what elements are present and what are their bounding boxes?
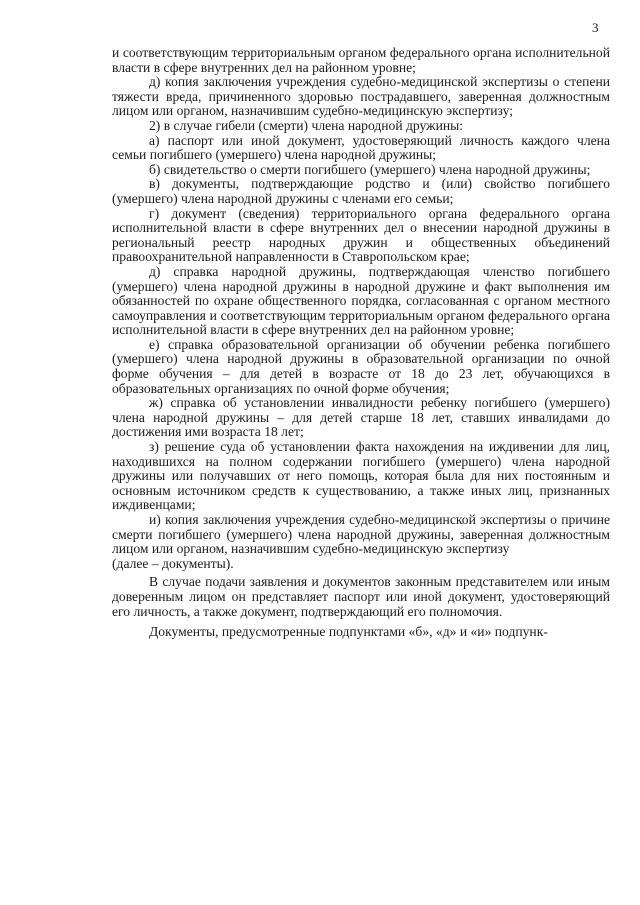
paragraph: а) паспорт или иной документ, удостоверяющий личность каждого члена семьи погибшего (умершего) члена народной дружины; — [112, 132, 610, 163]
document-body — [112, 46, 610, 640]
paragraph: д) копия заключения учреждения судебно-медицинской экспертизы о степени тяжести вреда, причиненного здоровью пострадавшего, заверенная должностным лицом или органом, назначившим судебно-медицинскую экспертизу; — [112, 74, 610, 119]
page-number: 3 — [592, 20, 599, 35]
paragraph: Документы, предусмотренные подпунктами «б», «д» и «и» подпунк- — [149, 624, 548, 640]
paragraph: е) справка образовательной организации об обучении ребенка погибшего (умершего) члена народной дружины в образовательной организации по очной форме обучения – для детей в возрасте от 18 до 23 лет, обучающихся в образовательных организациях по очной форме обучения; — [112, 336, 610, 396]
paragraph: В случае подачи заявления и документов законным представителем или иным доверенным лицом он представляет паспорт или иной документ, удостоверяющий его личность, а также документ, подтверждающий его полномочия. — [112, 574, 610, 619]
paragraph: (далее – документы). — [112, 555, 234, 571]
paragraph: б) свидетельство о смерти погибшего (умершего) члена народной дружины; — [149, 161, 591, 177]
paragraph: и соответствующим территориальным органом федерального органа исполнительной власти в сфере внутренних дел на районном уровне; — [112, 45, 610, 75]
paragraph: д) справка народной дружины, подтверждающая членство погибшего (умершего) члена народной дружины в народной дружине и факт выполнения им обязанностей по охране общественного порядка, согласованная с органом местного самоуправления и соответствующим территориальным органом федерального органа исполнительной власти в сфере внутренних дел на районном уровне; — [112, 263, 610, 338]
paragraph: з) решение суда об установлении факта нахождения на иждивении для лиц, находившихся на полном содержании погибшего (умершего) члена народной дружины или получавших от него помощь, которая была для них постоянным и основным источником средств к существованию, а также иных лиц, признанных иждивенцами; — [112, 439, 610, 513]
paragraph: и) копия заключения учреждения судебно-медицинской экспертизы о причине смерти погибшего (умершего) члена народной дружины, заверенная должностным лицом или органом, назначившим судебно-медицинскую экспертизу — [112, 512, 610, 557]
paragraph: г) документ (сведения) территориального органа федерального органа исполнительной власти в сфере внутренних дел о внесении народной дружины в региональный реестр народных дружин и общественных объединений правоохранительной направленности в Ставропольском крае; — [112, 205, 610, 265]
paragraph: 2) в случае гибели (смерти) члена народной дружины: — [149, 117, 464, 133]
paragraph: ж) справка об установлении инвалидности ребенку погибшего (умершего) члена народной дружины – для детей старше 18 лет, ставших инвалидами до достижения ими возраста 18 лет; — [112, 395, 610, 440]
paragraph: в) документы, подтверждающие родство и (или) свойство погибшего (умершего) члена народной дружины с членами его семьи; — [112, 176, 610, 206]
